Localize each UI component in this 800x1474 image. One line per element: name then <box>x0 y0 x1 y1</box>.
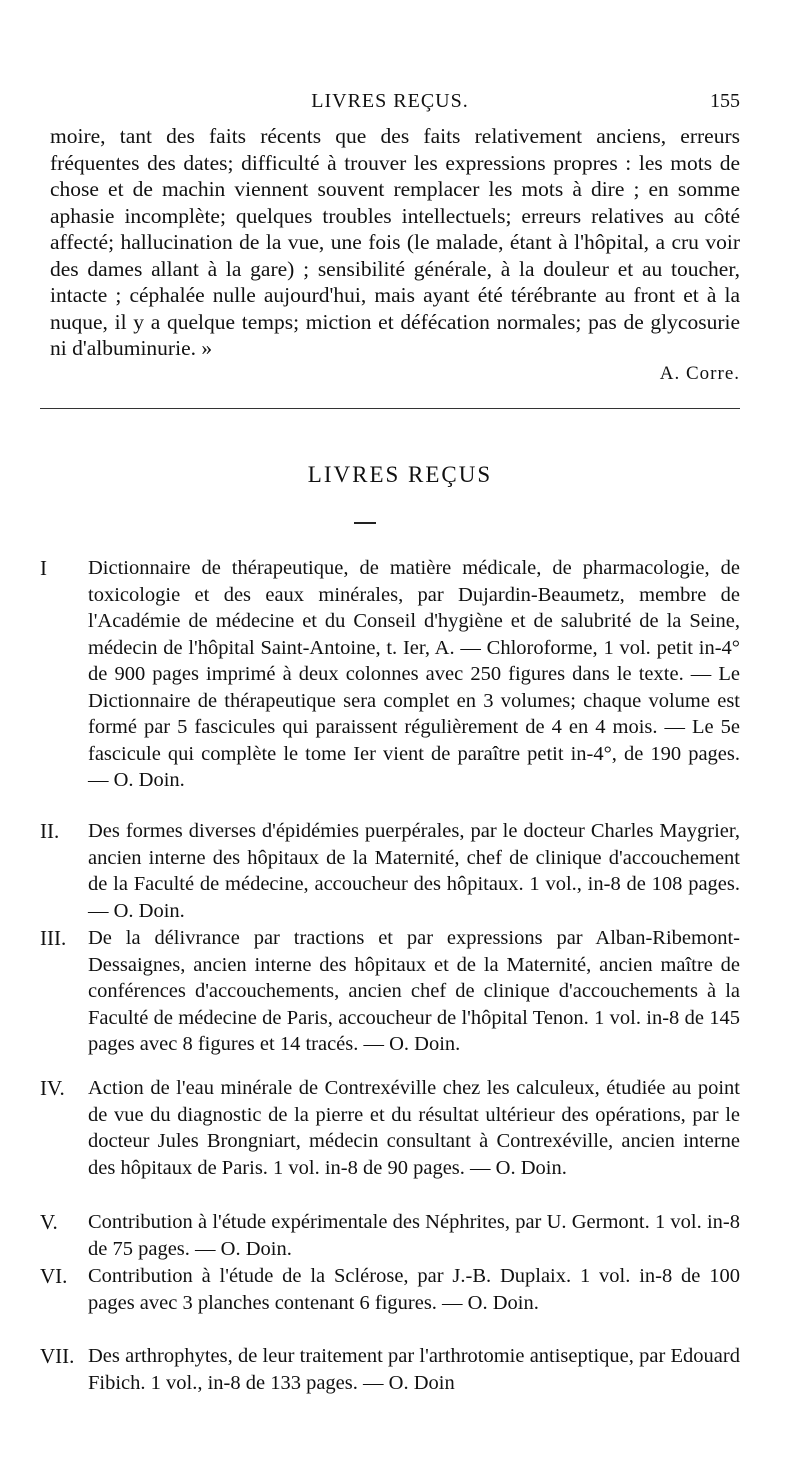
author-signature: A. Corre. <box>659 363 740 384</box>
entry-text: De la délivrance par tractions et par expressions par Alban-Ribemont-Dessaignes, ancien interne des hôpitaux et de la Maternité, ancien maître de conférences d'accouchements, ancien chef de clinique d'accouchements à la Faculté de médecine de Paris, accoucheur de l'hôpital Tenon. 1 vol. in-8 de 145 pages avec 8 figures et 14 tracés. — O. Doin. <box>88 927 740 1055</box>
entry-text: Contribution à l'étude expérimentale des Néphrites, par U. Germont. 1 vol. in-8 de 75 pages. — O. Doin. <box>88 1211 740 1260</box>
entry-text: Des arthrophytes, de leur traitement par l'arthrotomie antiseptique, par Edouard Fibich. 1 vol., in-8 de 133 pages. — O. Doin <box>88 1345 740 1394</box>
section-title: LIVRES REÇUS <box>307 462 493 487</box>
page-number: 155 <box>710 90 740 112</box>
entry-text: Dictionnaire de thérapeutique, de matière médicale, de pharmacologie, de toxicologie et des eaux minérales, par Dujardin-Beaumetz, membre de l'Académie de médecine et du Conseil d'hygiène et de salubrité de la Seine, médecin de l'hôpital Saint-Antoine, t. Ier, A. — Chloroforme, 1 vol. petit in-4° de 900 pages imprimé à deux colonnes avec 250 figures dans le texte. — Le Dictionnaire de thérapeutique sera complet en 3 volumes; chaque volume est formé par 5 fascicules qui paraissent régulièrement de 4 en 4 mois. — Le 5e fascicule qui complète le tome Ier vient de paraître petit in-4°, de 190 pages. — O. Doin. <box>88 557 740 791</box>
continued-paragraph <box>50 123 740 362</box>
running-header: LIVRES REÇUS. <box>311 90 469 112</box>
entry-number: III. <box>40 926 67 950</box>
section-divider <box>40 408 740 409</box>
list-item <box>40 818 740 924</box>
list-item <box>40 925 740 1058</box>
entry-text: Des formes diverses d'épidémies puerpérales, par le docteur Charles Maygrier, ancien interne des hôpitaux de la Maternité, chef de clinique d'accouchement de la Faculté de médecine, accoucheur des hôpitaux. 1 vol., in-8 de 108 pages. — O. Doin. <box>88 820 740 922</box>
list-item <box>40 555 740 794</box>
entry-number: IV. <box>40 1076 65 1100</box>
entry-number: VII. <box>40 1344 75 1368</box>
paragraph-text: moire, tant des faits récents que des faits relativement anciens, erreurs fréquentes des dates; difficulté à trouver les expressions propres : les mots de chose et de machin viennent souvent remplacer les mots à dire ; en somme aphasie incomplète; quelques troubles intellectuels; erreurs relatives au côté affecté; hallucination de la vue, une fois (le malade, étant à l'hôpital, a cru voir des dames allant à la gare) ; sensibilité générale, à la douleur et au toucher, intacte ; céphalée nulle aujourd'hui, mais ayant été térébrante au front et à la nuque, il y a quelque temps; miction et défécation normales; pas de glycosurie ni d'albuminurie. » <box>50 124 740 360</box>
entry-text: Contribution à l'étude de la Sclérose, par J.-B. Duplaix. 1 vol. in-8 de 100 pages avec 3 planches contenant 6 figures. — O. Doin. <box>88 1265 740 1314</box>
entry-text: Action de l'eau minérale de Contrexéville chez les calculeux, étudiée au point de vue du diagnostic de la pierre et du résultat ultérieur des opérations, par le docteur Jules Brongniart, médecin consultant à Contrexéville, ancien interne des hôpitaux de Paris. 1 vol. in-8 de 90 pages. — O. Doin. <box>88 1077 740 1179</box>
list-item <box>40 1209 740 1262</box>
entry-number: V. <box>40 1210 58 1234</box>
title-rule <box>354 522 376 524</box>
list-item <box>40 1075 740 1181</box>
list-item <box>40 1263 740 1316</box>
entry-number: VI. <box>40 1264 68 1288</box>
list-item <box>40 1343 740 1396</box>
entry-number: I <box>40 556 47 580</box>
entry-number: II. <box>40 819 60 843</box>
